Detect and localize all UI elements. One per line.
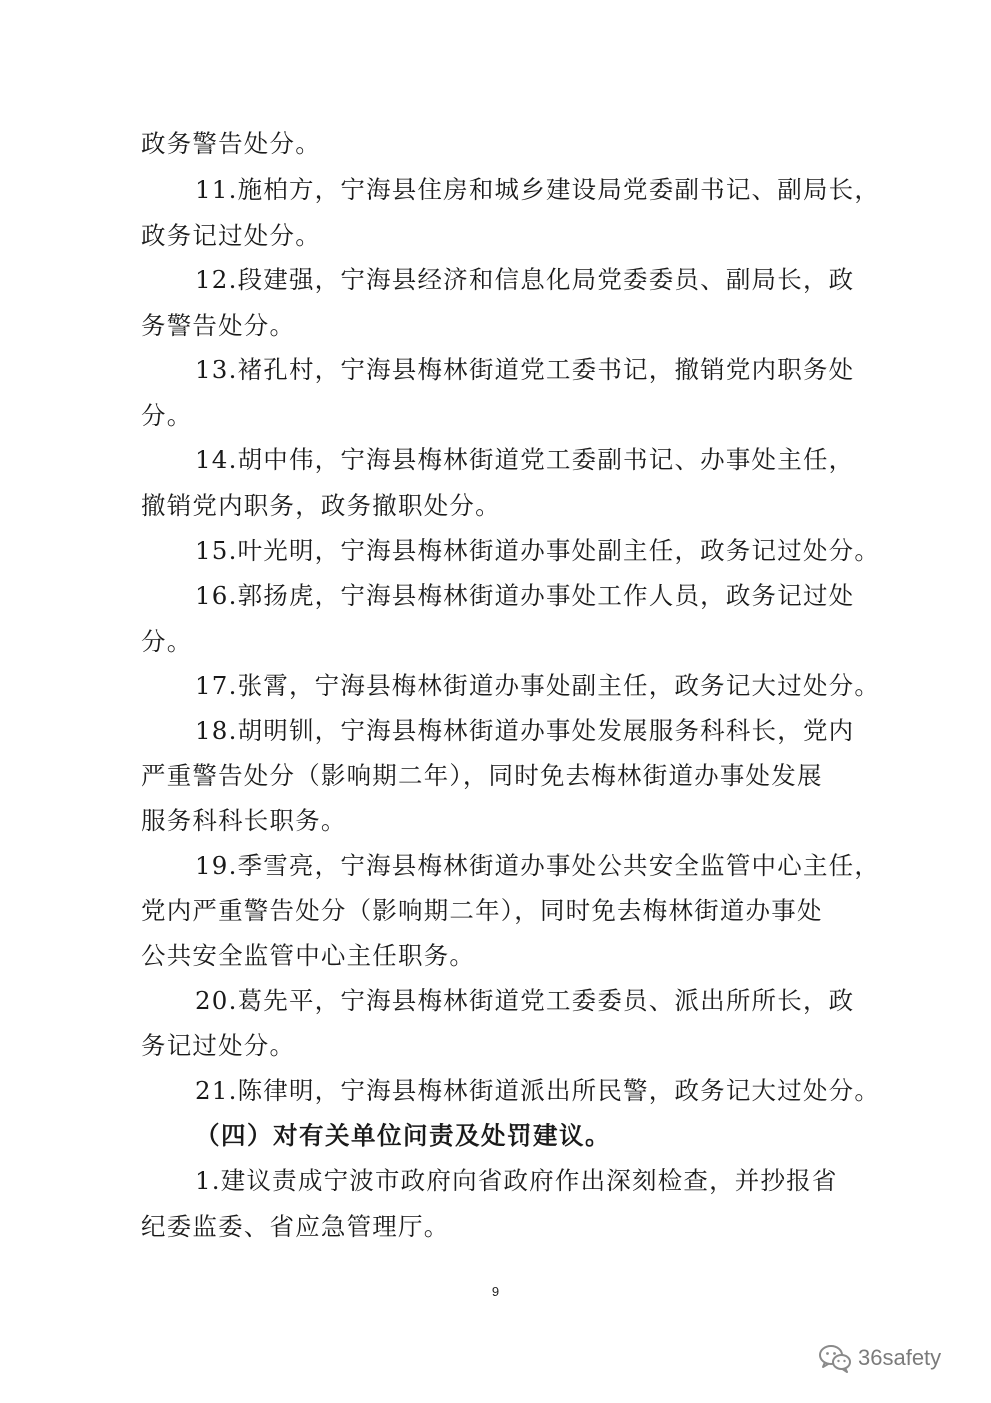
text-line: 20.葛先平，宁海县梅林街道党工委委员、派出所所长，政 <box>195 986 855 1015</box>
section-heading: （四）对有关单位问责及处罚建议。 <box>195 1121 611 1150</box>
text-line: 12.段建强，宁海县经济和信息化局党委委员、副局长，政 <box>195 265 855 294</box>
text-line: 分。 <box>141 627 193 656</box>
text-line: 21.陈律明，宁海县梅林街道派出所民警，政务记大过处分。 <box>195 1076 881 1105</box>
wechat-icon <box>818 1343 852 1373</box>
text-line: 14.胡中伟，宁海县梅林街道党工委副书记、办事处主任， <box>195 445 855 474</box>
watermark <box>818 1340 941 1376</box>
text-line: 严重警告处分（影响期二年），同时免去梅林街道办事处发展 <box>141 761 823 790</box>
text-line: 18.胡明钏，宁海县梅林街道办事处发展服务科科长，党内 <box>195 716 855 745</box>
text-line: 政务记过处分。 <box>141 221 321 250</box>
text-line: 11.施柏方，宁海县住房和城乡建设局党委副书记、副局长， <box>195 175 881 204</box>
text-line: 1.建议责成宁波市政府向省政府作出深刻检查，并抄报省 <box>195 1166 838 1195</box>
text-line: 15.叶光明，宁海县梅林街道办事处副主任，政务记过处分。 <box>195 536 881 565</box>
text-line: 13.褚孔村，宁海县梅林街道党工委书记，撤销党内职务处 <box>195 355 855 384</box>
text-line: 17.张霄，宁海县梅林街道办事处副主任，政务记大过处分。 <box>195 671 881 700</box>
text-line: 务记过处分。 <box>141 1031 296 1060</box>
text-line: 19.季雪亮，宁海县梅林街道办事处公共安全监管中心主任， <box>195 851 881 880</box>
text-line: 分。 <box>141 401 193 430</box>
text-line: 务警告处分。 <box>141 311 296 340</box>
text-line: 撤销党内职务，政务撤职处分。 <box>141 491 501 520</box>
text-line: 公共安全监管中心主任职务。 <box>141 941 476 970</box>
page-number: 9 <box>491 1284 500 1299</box>
text-line: 服务科科长职务。 <box>141 806 347 835</box>
text-line: 政务警告处分。 <box>141 129 321 158</box>
watermark-text: 36safety <box>858 1345 942 1370</box>
text-line: 纪委监委、省应急管理厅。 <box>141 1212 450 1241</box>
text-line: 16.郭扬虎，宁海县梅林街道办事处工作人员，政务记过处 <box>195 581 855 610</box>
text-line: 党内严重警告处分（影响期二年），同时免去梅林街道办事处 <box>141 896 823 925</box>
